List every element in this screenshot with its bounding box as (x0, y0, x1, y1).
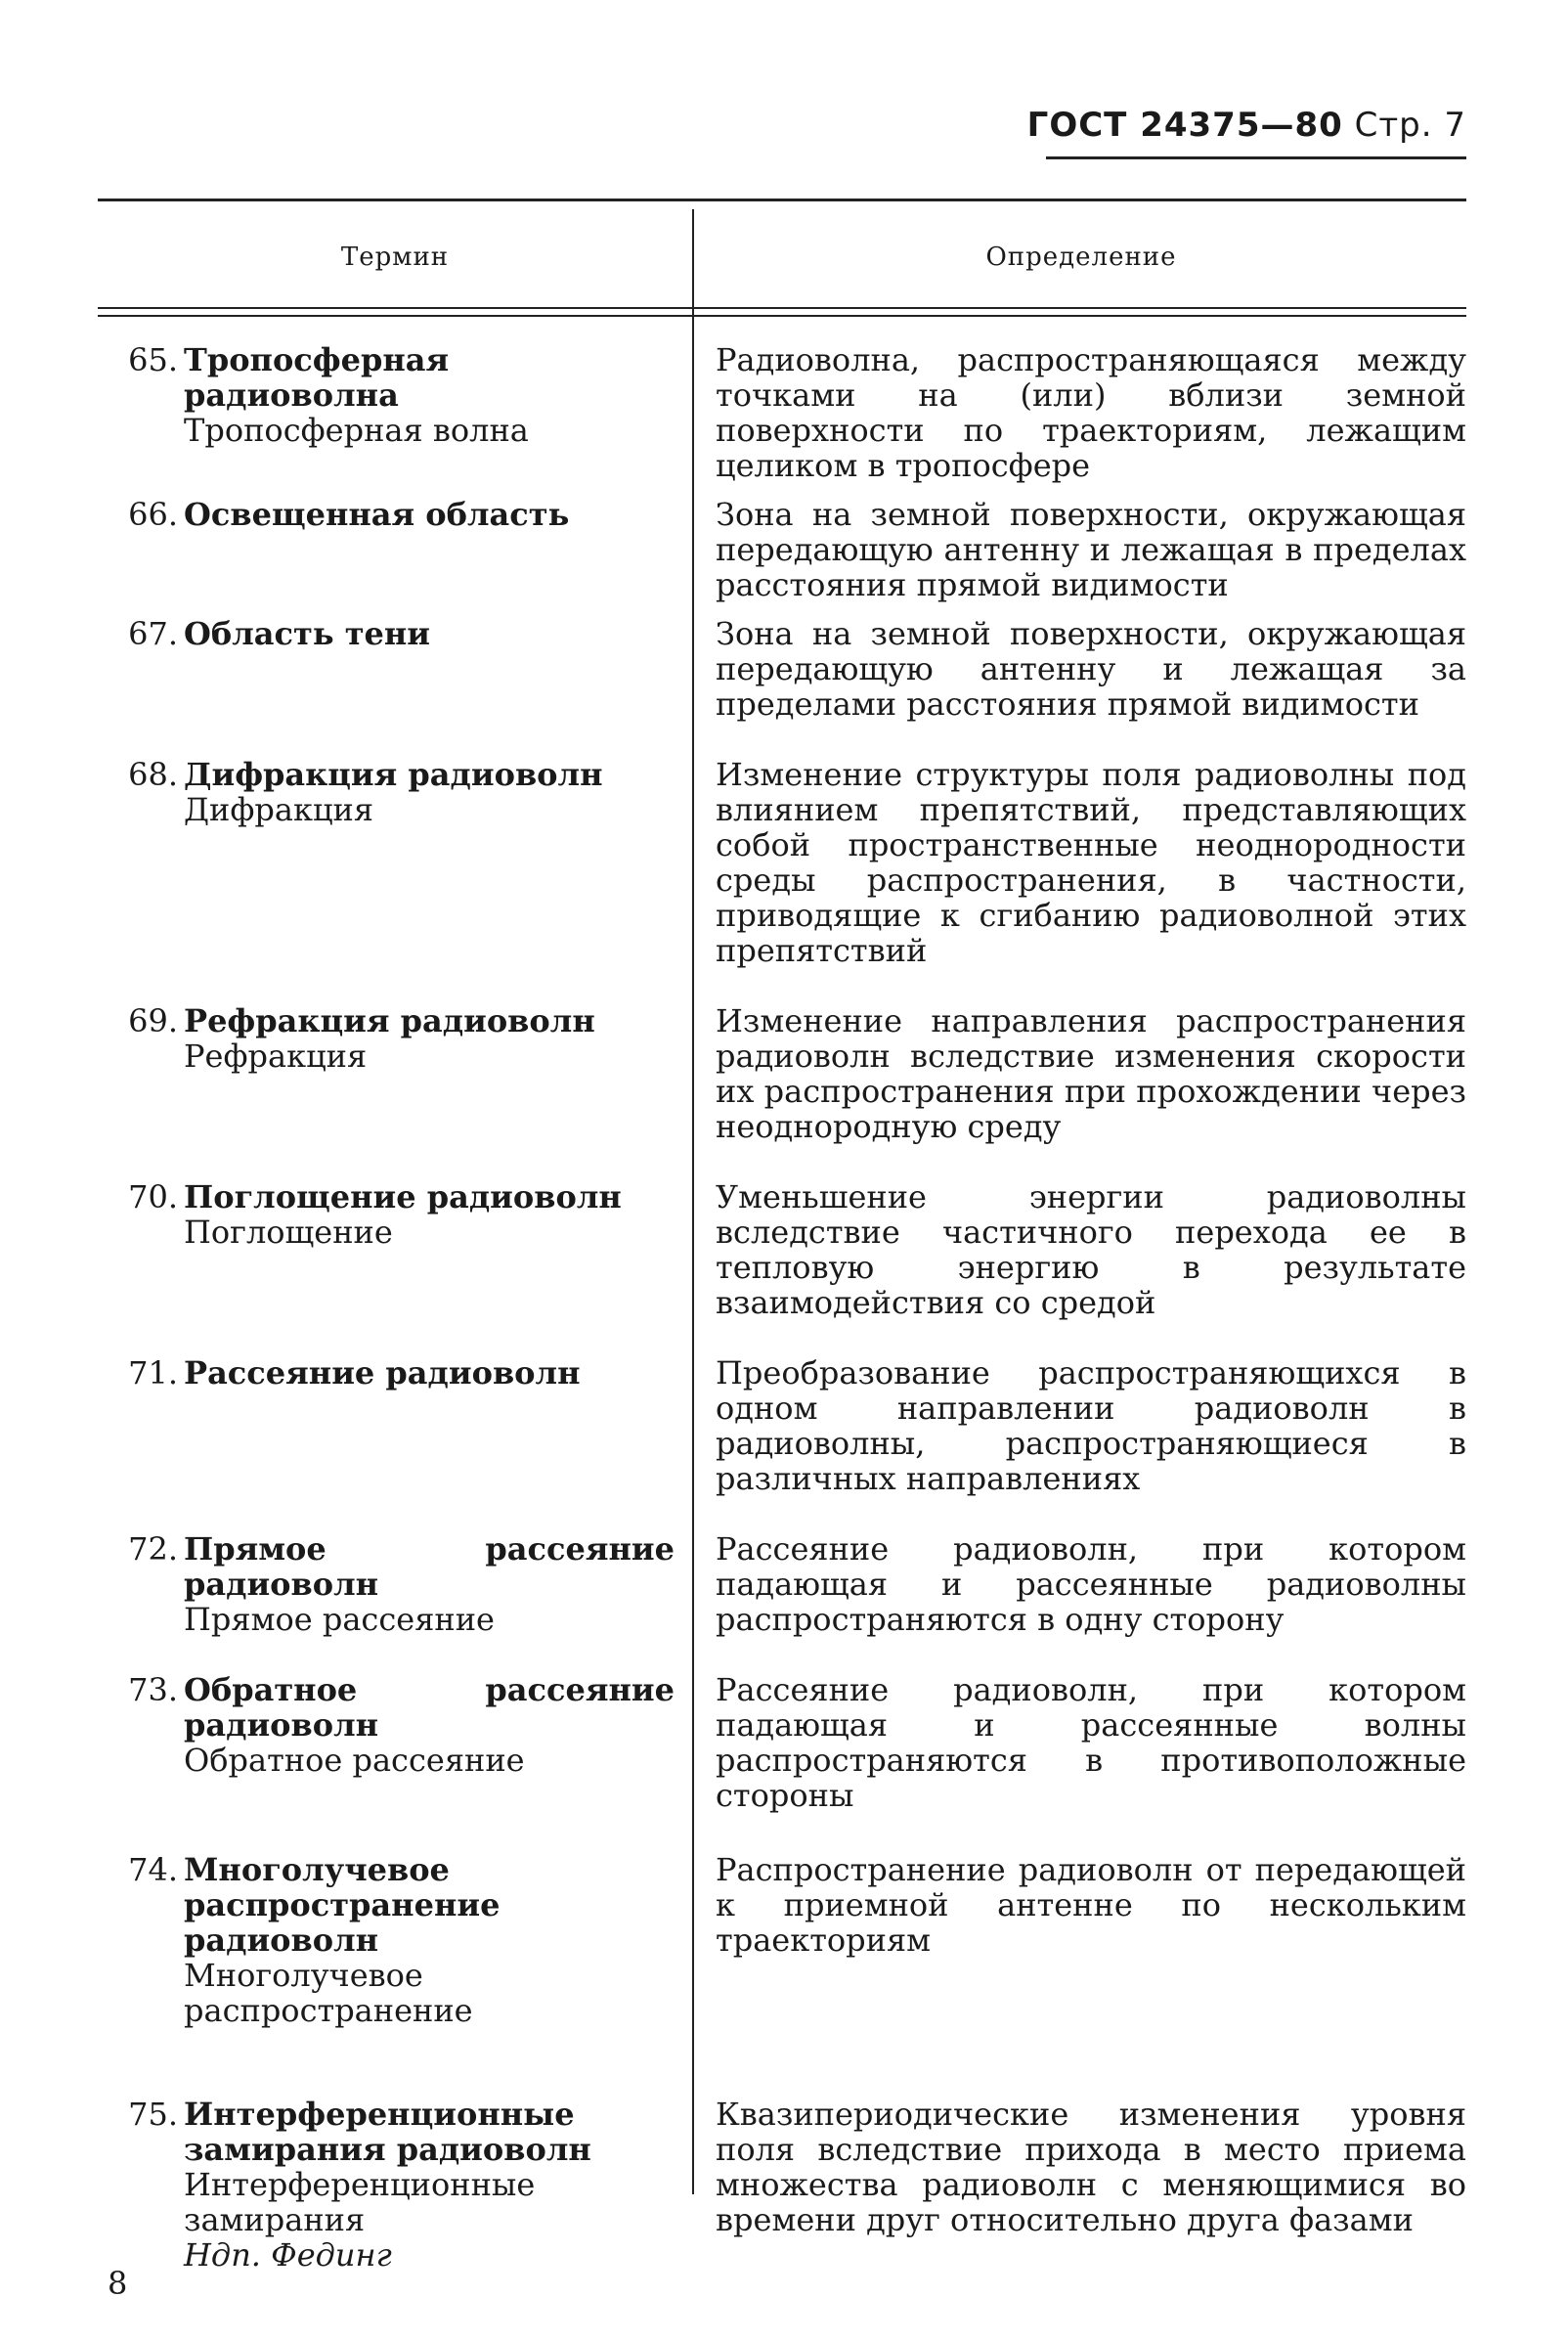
term-text: Рефракция радиоволн (184, 1002, 595, 1039)
definition-cell: Изменение направления распространения радиоволн вследствие изменения скорости их распространения при прохождении через неоднородную среду (716, 1002, 1466, 1145)
definition-cell: Уменьшение энергии радиоволны вследствие частичного перехода ее в тепловую энергию в результате взаимодействия со средой (716, 1178, 1466, 1321)
table-row (98, 342, 1466, 483)
entry-number: 73. (128, 1671, 178, 1708)
term-synonym: Тропосферная волна (184, 412, 529, 449)
definition-cell: Изменение структуры поля радиоволны под влиянием препятствий, представляющих собой пространственные неоднородности среды распространения, в частности, приводящие к сгибанию радиоволной этих препятствий (716, 756, 1466, 969)
term-cell (98, 1179, 675, 1250)
definition-cell: Зона на земной поверхности, окружающая передающую антенну и лежащая в пределах расстояния прямой видимости (716, 496, 1466, 603)
entry-number: 67. (128, 615, 178, 652)
term-cell (98, 1852, 675, 2028)
term-cell (98, 757, 675, 827)
term-alternative: Ндп. Фединг (184, 2236, 392, 2274)
entry-number: 75. (128, 2096, 178, 2133)
term-cell (98, 2097, 675, 2273)
term-text: Многолучевое распространение радиоволн (184, 1851, 501, 1959)
term-cell (98, 342, 675, 448)
definition-cell: Преобразование распространяющихся в одном направлении радиоволн в радиоволны, распространяющиеся в различных направлениях (716, 1354, 1466, 1497)
entry-number: 72. (128, 1530, 178, 1568)
table-row (98, 1003, 1466, 1144)
table-row (98, 1355, 1466, 1496)
definition-cell: Рассеяние радиоволн, при котором падающая и рассеянные волны распространяются в противоположные стороны (716, 1671, 1466, 1814)
page-number: 8 (108, 2265, 128, 2302)
definition-cell: Зона на земной поверхности, окружающая передающую антенну и лежащая за пределами расстояния прямой видимости (716, 615, 1466, 723)
table-top-rule (98, 199, 1466, 201)
page-header (1027, 106, 1466, 145)
term-cell (98, 497, 675, 532)
standard-code: ГОСТ 24375—80 (1026, 106, 1343, 145)
table-body (98, 342, 1466, 2273)
term-cell (98, 1531, 675, 1637)
term-synonym: Рефракция (184, 1038, 368, 1075)
entry-number: 69. (128, 1002, 178, 1039)
term-synonym: Поглощение (184, 1214, 393, 1251)
entry-number: 65. (128, 341, 178, 378)
term-text: Обратное рассеяние радиоволн (184, 1671, 675, 1744)
column-header-definition: Определение (985, 243, 1177, 272)
term-text: Прямое рассеяние радиоволн (184, 1530, 675, 1603)
term-text: Поглощение радиоволн (184, 1178, 622, 1215)
table-row (98, 1179, 1466, 1320)
term-synonym: Обратное рассеяние (184, 1742, 525, 1779)
term-synonym: Дифракция (184, 791, 374, 828)
term-synonym: Интерференционные замирания (184, 2166, 536, 2238)
term-text: Дифракция радиоволн (184, 756, 603, 793)
table-row (98, 1531, 1466, 1637)
term-cell (98, 616, 675, 651)
term-cell (98, 1003, 675, 1074)
term-text: Рассеяние радиоволн (184, 1354, 581, 1391)
table-row (98, 757, 1466, 968)
term-synonym: Многолучевое распространение (184, 1957, 473, 2029)
term-text: Интерференционные замирания радиоволн (184, 2096, 591, 2168)
table-header-row (98, 209, 1466, 307)
table-header-double-rule (98, 307, 1466, 317)
table-row (98, 616, 1466, 722)
definition-cell: Радиоволна, распространяющаяся между точками на (или) вблизи земной поверхности по траекториям, лежащим целиком в тропосфере (716, 341, 1466, 484)
header-rule (1046, 156, 1466, 159)
term-text: Освещенная область (184, 496, 570, 533)
entry-number: 74. (128, 1851, 178, 1888)
term-text: Область тени (184, 615, 431, 652)
column-header-term: Термин (340, 243, 450, 272)
page-label: Стр. 7 (1354, 106, 1466, 145)
table-row (98, 2097, 1466, 2273)
definition-cell: Распространение радиоволн от передающей к приемной антенне по нескольким траекториям (716, 1851, 1466, 1959)
table-row (98, 1852, 1466, 2028)
term-cell (98, 1355, 675, 1391)
term-text: Тропосферная радиоволна (184, 341, 450, 414)
entry-number: 71. (128, 1354, 178, 1391)
table-row (98, 497, 1466, 602)
entry-number: 68. (128, 756, 178, 793)
term-synonym: Прямое рассеяние (184, 1601, 495, 1638)
definition-cell: Рассеяние радиоволн, при котором падающая и рассеянные радиоволны распространяются в одну сторону (716, 1530, 1466, 1638)
entry-number: 70. (128, 1178, 178, 1215)
definition-cell: Квазипериодические изменения уровня поля вследствие прихода в место приема множества радиоволн с меняющимися во времени друг относительно друга фазами (716, 2096, 1466, 2238)
entry-number: 66. (128, 496, 178, 533)
term-cell (98, 1672, 675, 1778)
table-row (98, 1672, 1466, 1813)
